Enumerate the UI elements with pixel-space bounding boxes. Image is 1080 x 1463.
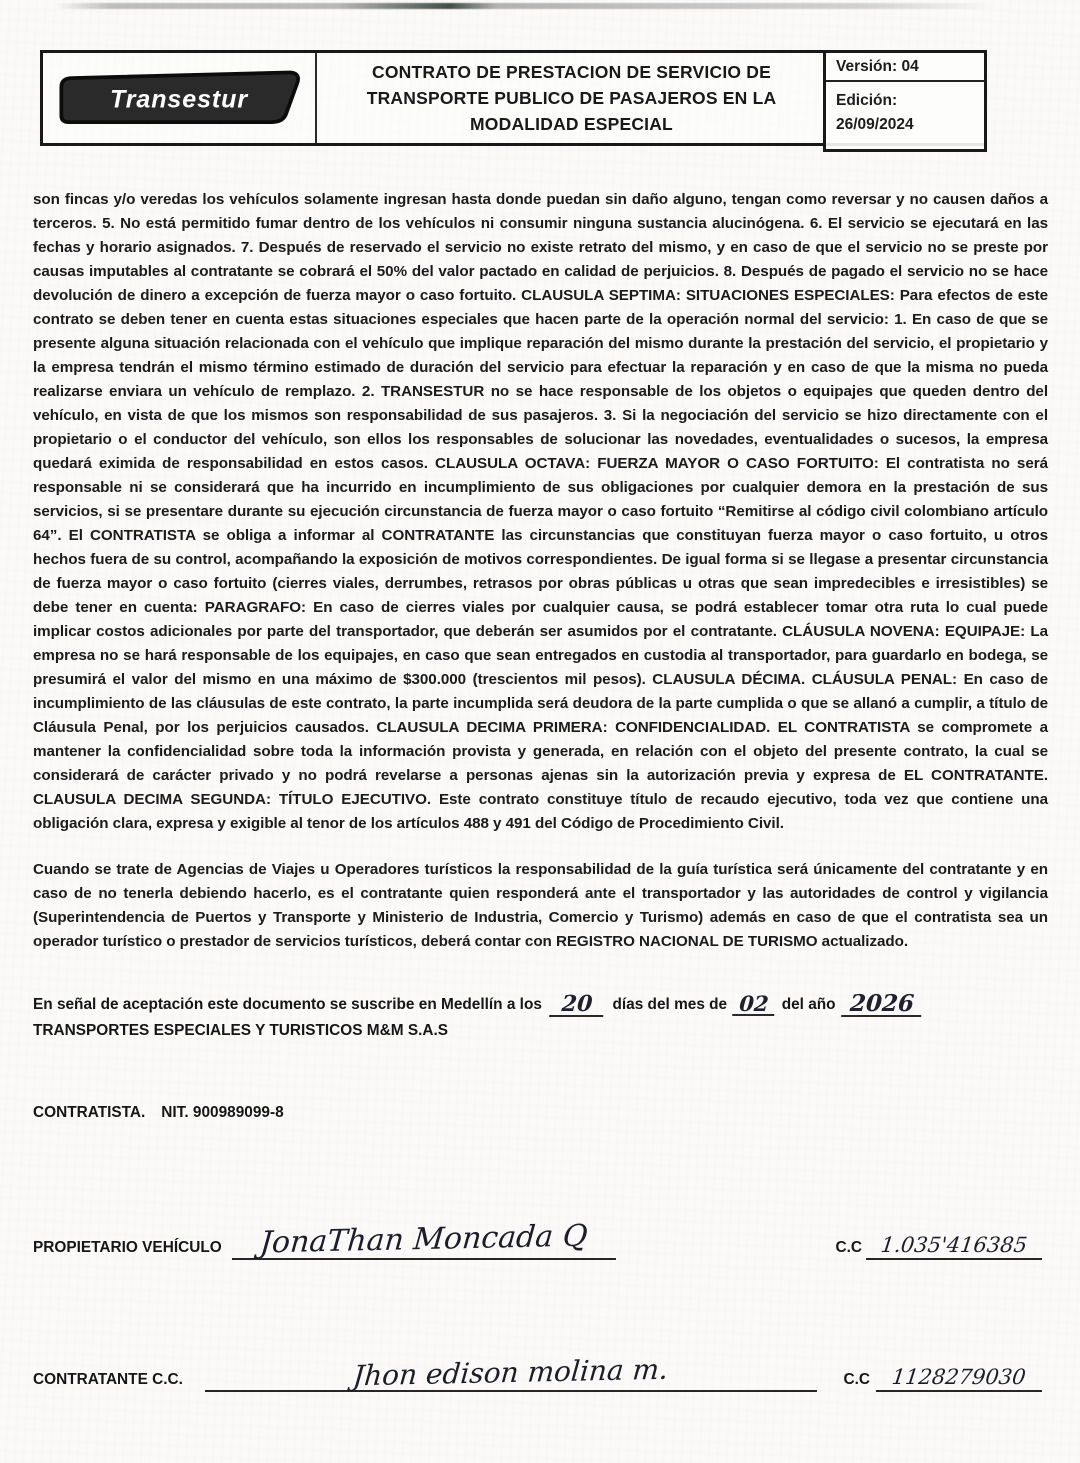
version-label: Versión: 04 (826, 53, 984, 82)
title-line-2: TRANSPORTE PUBLICO DE PASAJEROS EN LA (366, 87, 777, 108)
scan-artifact-strip (55, 3, 995, 9)
handwritten-day: 20 (549, 993, 605, 1017)
logo-text: Transestur (109, 85, 249, 114)
tourism-paragraph: Cuando se trate de Agencias de Viajes u Operadores turísticos la responsabilidad de la guía turística será únicamente del contratante y en caso de no tenerla debiendo hacerlo, es el contratante quien responderá ante el transportador y las autoridades de control y vigilancia (Superintendencia de Puertos y Transporte y Ministerio de Industria, Comercio y Turismo) además en caso de que el contratista sea un operador turístico o prestador de servicios turísticos, deberá contar con REGISTRO NACIONAL DE TURISMO actualizado. (33, 861, 1048, 950)
edition-block (826, 82, 984, 144)
contratante-signature-line (205, 1352, 817, 1393)
handwritten-month: 02 (733, 993, 777, 1016)
version-box (823, 50, 987, 152)
propietario-cc-label: C.C (835, 1239, 862, 1256)
logo-cell (43, 53, 317, 143)
acceptance-line (33, 990, 1048, 1018)
edition-label: Edición: (836, 92, 898, 109)
contratista-line (33, 1104, 1048, 1122)
propietario-label: PROPIETARIO VEHÍCULO (33, 1239, 222, 1256)
propietario-signature: JonaThan Moncada Q (258, 1218, 589, 1261)
contratante-cc-label: C.C (843, 1371, 870, 1388)
acceptance-text-3: del año (781, 996, 836, 1013)
edition-date: 26/09/2024 (836, 116, 914, 134)
acceptance-text-2: días del mes de (612, 996, 728, 1013)
clauses-paragraph: son fincas y/o veredas los vehículos solamente ingresan hasta donde puedan sin daño alguno, tengan como reversar y no causen daños a terceros. 5. No está permitido fumar dentro de los vehículos ni consumir ninguna sustancia alucinógena. 6. El servicio se ejecutará en las fechas y horario asignados. 7. Después de reservado el servicio no existe retrato del mismo, y en caso de que el servicio no se preste por causas imputables al contratante se cobrará el 50% del valor pactado en calidad de perjuicios. 8. Después de pagado el servicio no se hace devolución de dinero a excepción de fuerza mayor o caso fortuito. CLAUSULA SEPTIMA: SITUACIONES ESPECIALES: Para efectos de este contrato se deben tener en cuenta estas situaciones especiales que hacen parte de la operación normal del servicio: 1. En caso de que se presente alguna situación relacionada con el vehículo que implique reparación del mismo durante la prestación del servicio, el propietario y la empresa tendrán el mismo término estimado de duración del servicio para efectuar la reparación y en caso de que la misma no pueda realizarse enviara un vehículo de remplazo. 2. TRANSESTUR no se hace responsable de los objetos o equipajes que queden dentro del vehículo, en vista de que los mismos son responsabilidad de sus pasajeros. 3. Si la negociación del servicio se hizo directamente con el propietario o el conductor del vehículo, son ellos los responsables de solucionar las novedades, eventualidades o sucesos, la empresa quedará eximida de responsabilidad en estos casos. CLAUSULA OCTAVA: FUERZA MAYOR O CASO FORTUITO: El contratista no será responsable ni se considerará que ha incurrido en incumplimiento de sus obligaciones por cualquier demora en la prestación de sus servicios, si se presentare durante su ejecución circunstancia de fuerza mayor o caso fortuito “Remitirse al código civil colombiano artículo 64”. El CONTRATISTA se obliga a informar al CONTRATANTE las circunstancias que constituyan fuerza mayor o caso fortuito, u otros hechos fuera de su control, acompañando la exposición de motivos correspondientes. De igual forma si se llegase a presentar circunstancia de fuerza mayor o caso fortuito (cierres viales, derrumbes, retrasos por obras públicas u otras que sean impredecibles e irresistibles) se debe tener en cuenta: PARAGRAFO: En caso de cierres viales por cualquier causa, se podrá establecer tomar otra ruta lo cual puede implicar costos adicionales por parte del transportador, que deberán ser asumidos por el contratante. CLÁUSULA NOVENA: EQUIPAJE: La empresa no se hará responsable de los equipajes, en caso que sean entregados en custodia al transportador, para guardarlo en bodega, se presumirá el valor del mismo en una máximo de $300.000 (trescientos mil pesos). CLAUSULA DÉCIMA. CLÁUSULA PENAL: En caso de incumplimiento de las cláusulas de este contrato, la parte incumplida será deudora de la parte cumplida o que se allanó a cumplir, a título de Cláusula Penal, por los perjuicios causados. CLAUSULA DECIMA PRIMERA: CONFIDENCIALIDAD. EL CONTRATISTA se compromete a mantener la confidencialidad sobre toda la información provista y generada, en relación con el objeto del presente contrato, la cual se considerará de carácter privado y no podrá revelarse a personas ajenas sin la autorización previa y expresa de EL CONTRATANTE. CLAUSULA DECIMA SEGUNDA: TÍTULO EJECUTIVO. Este contrato constituye título de recaudo ejecutivo, toda vez que contiene una obligación clara, expresa y exigible al tenor de los artículos 488 y 491 del Código de Procedimiento Civil. (33, 191, 1048, 832)
contratista-label: CONTRATISTA. (33, 1104, 146, 1121)
contratante-cc-number: 1128279030 (890, 1365, 1028, 1389)
company-name: TRANSPORTES ESPECIALES Y TURISTICOS M&M S.A.S (33, 1022, 449, 1039)
title-line-3: MODALIDAD ESPECIAL (470, 114, 673, 135)
propietario-signature-row (33, 1218, 1042, 1261)
contratante-cc-line (876, 1365, 1042, 1392)
transestur-logo (53, 68, 305, 128)
title-line-1: CONTRATO DE PRESTACION DE SERVICIO DE (372, 61, 771, 82)
contratante-label: CONTRATANTE C.C. (33, 1371, 183, 1388)
contratante-cc-group (843, 1365, 1042, 1392)
contratante-signature-row (33, 1352, 1042, 1393)
propietario-cc-number: 1.035'416385 (879, 1233, 1029, 1257)
propietario-cc-line (866, 1233, 1042, 1260)
propietario-signature-line (232, 1218, 616, 1261)
acceptance-text-1: En señal de aceptación este documento se suscribe en Medellín a los (33, 996, 542, 1013)
contratante-signature: Jhon edison molina m. (352, 1352, 670, 1393)
handwritten-year: 2026 (841, 992, 923, 1017)
document-header (40, 50, 987, 146)
document-title (317, 53, 826, 143)
contratista-nit: NIT. 900989099-8 (161, 1104, 284, 1121)
propietario-cc-group (835, 1233, 1042, 1260)
